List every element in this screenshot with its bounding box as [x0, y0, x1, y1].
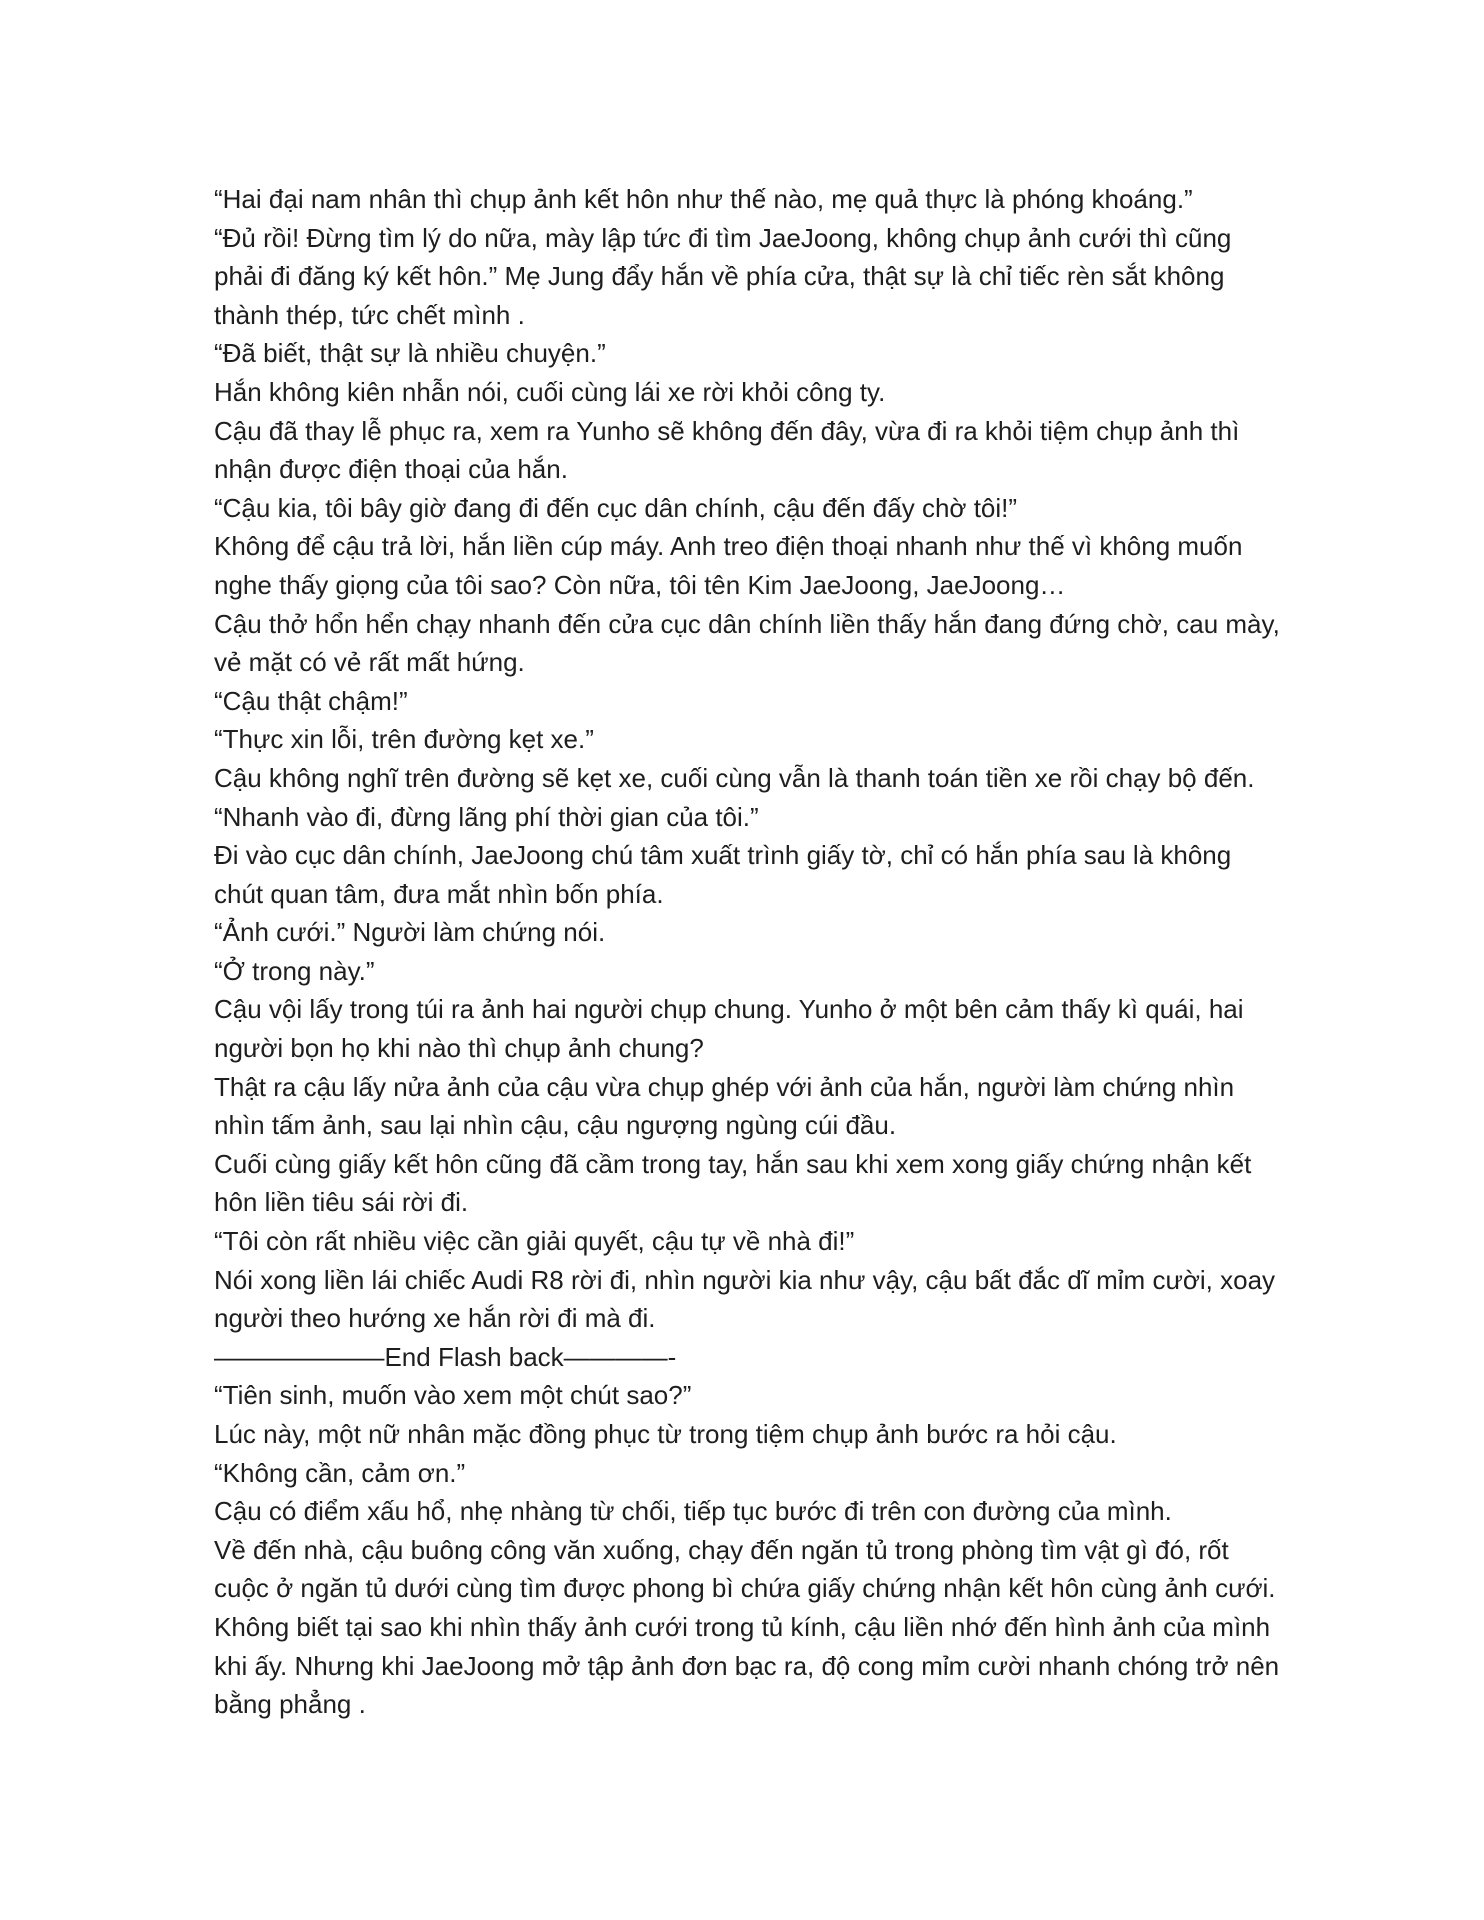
paragraph: Hắn không kiên nhẫn nói, cuối cùng lái xe rời khỏi công ty. — [214, 376, 886, 407]
paragraph: Cậu vội lấy trong túi ra ảnh hai người chụp chung. Yunho ở một bên cảm thấy kì quái, hai người bọn họ khi nào thì chụp ảnh chung? — [214, 994, 1244, 1064]
paragraph: Cậu đã thay lễ phục ra, xem ra Yunho sẽ không đến đây, vừa đi ra khỏi tiệm chụp ảnh thì nhận được điện thoại của hắn. — [214, 415, 1240, 485]
paragraph: “Đã biết, thật sự là nhiều chuyện.” — [214, 338, 606, 369]
paragraph: Nói xong liền lái chiếc Audi R8 rời đi, nhìn người kia như vậy, cậu bất đắc dĩ mỉm cười, xoay người theo hướng xe hắn rời đi mà đi. — [214, 1264, 1276, 1334]
paragraph: “Cậu kia, tôi bây giờ đang đi đến cục dân chính, cậu đến đấy chờ tôi!” — [214, 492, 1018, 523]
paragraph: “Nhanh vào đi, đừng lãng phí thời gian của tôi.” — [214, 801, 759, 832]
paragraph: “Hai đại nam nhân thì chụp ảnh kết hôn như thế nào, mẹ quả thực là phóng khoáng.” — [214, 184, 1193, 214]
paragraph: Cuối cùng giấy kết hôn cũng đã cầm trong tay, hắn sau khi xem xong giấy chứng nhận kết hôn liền tiêu sái rời đi. — [214, 1148, 1252, 1218]
paragraph: Lúc này, một nữ nhân mặc đồng phục từ trong tiệm chụp ảnh bước ra hỏi cậu. — [214, 1419, 1117, 1449]
document-page — [214, 180, 1284, 1724]
paragraph: “Cậu thật chậm!” — [214, 685, 408, 716]
paragraph: “Thực xin lỗi, trên đường kẹt xe.” — [214, 724, 594, 755]
paragraph: Về đến nhà, cậu buông công văn xuống, chạy đến ngăn tủ trong phòng tìm vật gì đó, rốt cuộc ở ngăn tủ dưới cùng tìm được phong bì chứa giấy chứng nhận kết hôn cùng ảnh cưới. — [214, 1534, 1276, 1604]
paragraph: “Tiên sinh, muốn vào xem một chút sao?” — [214, 1380, 692, 1411]
paragraph: Cậu thở hổn hển chạy nhanh đến cửa cục dân chính liền thấy hắn đang đứng chờ, cau mày, vẻ mặt có vẻ rất mất hứng. — [214, 608, 1280, 678]
paragraph: Cậu không nghĩ trên đường sẽ kẹt xe, cuối cùng vẫn là thanh toán tiền xe rồi chạy bộ đến. — [214, 762, 1255, 793]
paragraph: “Tôi còn rất nhiều việc cần giải quyết, cậu tự về nhà đi!” — [214, 1226, 855, 1257]
paragraph: “Ảnh cưới.” Người làm chứng nói. — [214, 917, 606, 948]
section-divider: ——————–End Flash back————- — [214, 1341, 677, 1372]
paragraph: Không biết tại sao khi nhìn thấy ảnh cưới trong tủ kính, cậu liền nhớ đến hình ảnh của mình khi ấy. Nhưng khi JaeJoong mở tập ảnh đơn bạc ra, độ cong mỉm cười nhanh chóng trở nên bằng phẳng . — [214, 1611, 1280, 1720]
paragraph: Không để cậu trả lời, hắn liền cúp máy. Anh treo điện thoại nhanh như thế vì không muốn nghe thấy giọng của tôi sao? Còn nữa, tôi tên Kim JaeJoong, JaeJoong… — [214, 531, 1243, 600]
paragraph: Thật ra cậu lấy nửa ảnh của cậu vừa chụp ghép với ảnh của hắn, người làm chứng nhìn nhìn tấm ảnh, sau lại nhìn cậu, cậu ngượng ngùng cúi đầu. — [214, 1071, 1235, 1141]
paragraph: “Đủ rồi! Đừng tìm lý do nữa, mày lập tức đi tìm JaeJoong, không chụp ảnh cưới thì cũng phải đi đăng ký kết hôn.” Mẹ Jung đẩy hắn về phía cửa, thật sự là chỉ tiếc rèn sắt không thành thép, tức chết mình . — [214, 222, 1232, 330]
paragraph: Cậu có điểm xấu hổ, nhẹ nhàng từ chối, tiếp tục bước đi trên con đường của mình. — [214, 1496, 1172, 1527]
paragraph: “Ở trong này.” — [214, 955, 375, 986]
paragraph: Đi vào cục dân chính, JaeJoong chú tâm xuất trình giấy tờ, chỉ có hắn phía sau là không chút quan tâm, đưa mắt nhìn bốn phía. — [214, 840, 1232, 909]
paragraph: “Không cần, cảm ơn.” — [214, 1457, 466, 1488]
